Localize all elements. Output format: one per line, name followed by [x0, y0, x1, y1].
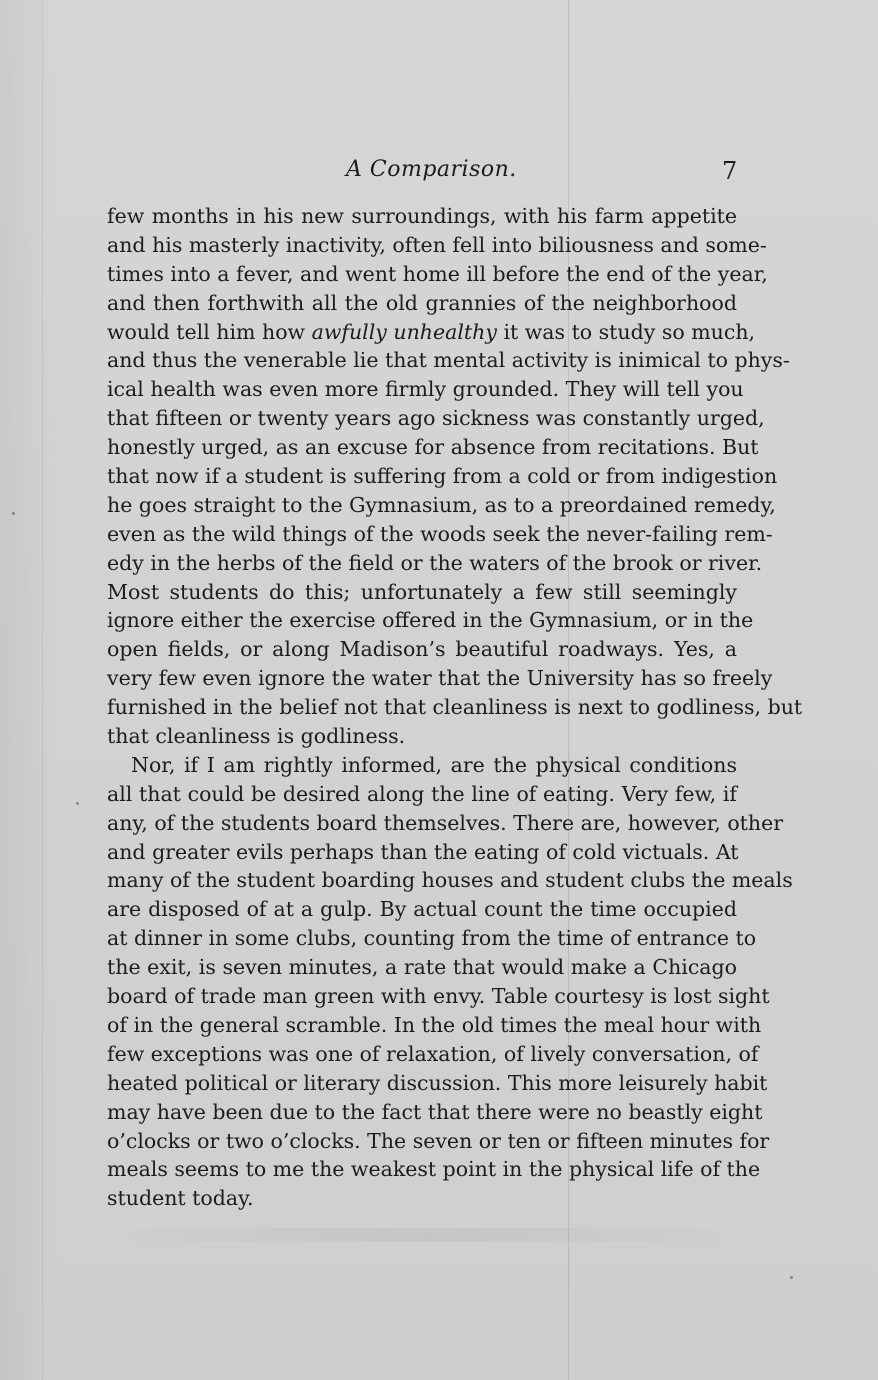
text-line: at dinner in some clubs, counting from the time of entrance to	[107, 926, 757, 951]
text-line: ical health was even more firmly grounded. They will tell you	[107, 377, 744, 402]
text-line: any, of the students board themselves. There are, however, other	[107, 810, 784, 835]
text-line: many of the student boarding houses and student clubs the meals	[107, 868, 793, 893]
paper-speck	[12, 512, 15, 515]
text-line: even as the wild things of the woods seek the never-failing rem-	[107, 521, 773, 546]
text-line: heated political or literary discussion. This more leisurely habit	[107, 1070, 768, 1095]
paper-speck	[790, 1276, 793, 1279]
text-line: that now if a student is suffering from a cold or from indigestion	[107, 464, 778, 489]
text-line: of in the general scramble. In the old times the meal hour with	[107, 1012, 762, 1037]
text-line: times into a fever, and went home ill before the end of the year,	[107, 261, 768, 286]
bleed-through-smudge	[110, 1228, 740, 1242]
page-number: 7	[722, 157, 738, 185]
paper-speck	[76, 802, 79, 805]
text-line: o’clocks or two o’clocks. The seven or ten or fifteen minutes for	[107, 1128, 770, 1153]
text-line: and then forthwith all the old grannies of the neighborhood	[107, 290, 737, 315]
text-line: all that could be desired along the line of eating. Very few, if	[107, 781, 737, 806]
text-line: that fifteen or twenty years ago sickness was constantly urged,	[107, 406, 765, 431]
emphasized-phrase: awfully unhealthy	[311, 319, 497, 344]
text-line: and greater evils perhaps than the eating of cold victuals. At	[107, 839, 739, 864]
text-line: meals seems to me the weakest point in the physical life of the	[107, 1157, 761, 1182]
text-line: the exit, is seven minutes, a rate that would make a Chicago	[107, 955, 737, 980]
paragraph-end-line: that cleanliness is godliness.	[107, 724, 406, 749]
text-line: edy in the herbs of the field or the waters of the brook or river.	[107, 550, 763, 575]
text-line: he goes straight to the Gymnasium, as to a preordained remedy,	[107, 492, 776, 517]
text-line: are disposed of at a gulp. By actual count the time occupied	[107, 897, 737, 922]
running-head-title: A Comparison.	[346, 157, 517, 182]
text-line: Most students do this; unfortunately a few still seemingly	[107, 579, 737, 604]
text-line: few exceptions was one of relaxation, of lively conversation, of	[107, 1041, 759, 1066]
paragraph-start-line: Nor, if I am rightly informed, are the physical conditions	[131, 752, 737, 777]
text-line: honestly urged, as an excuse for absence from recitations. But	[107, 435, 759, 460]
body-text	[107, 202, 803, 1213]
text-line: board of trade man green with envy. Table courtesy is lost sight	[107, 984, 770, 1009]
running-head	[0, 155, 878, 189]
paragraph-end-line: student today.	[107, 1186, 254, 1211]
text-line: and thus the venerable lie that mental activity is inimical to phys-	[107, 348, 790, 373]
text-line: very few even ignore the water that the University has so freely	[107, 666, 773, 691]
text-line: few months in his new surroundings, with his farm appetite	[107, 204, 737, 228]
text-line: ignore either the exercise offered in the Gymnasium, or in the	[107, 608, 754, 633]
text-line: furnished in the belief not that cleanliness is next to godliness, but	[107, 695, 803, 720]
text-line-italic-phrase: would tell him how awfully unhealthy it was to study so much,	[107, 319, 756, 344]
text-line: open fields, or along Madison’s beautiful roadways. Yes, a	[107, 637, 737, 662]
page-left-edge	[42, 0, 43, 1380]
text-line: may have been due to the fact that there were no beastly eight	[107, 1099, 763, 1124]
text-line: and his masterly inactivity, often fell into biliousness and some-	[107, 232, 767, 257]
